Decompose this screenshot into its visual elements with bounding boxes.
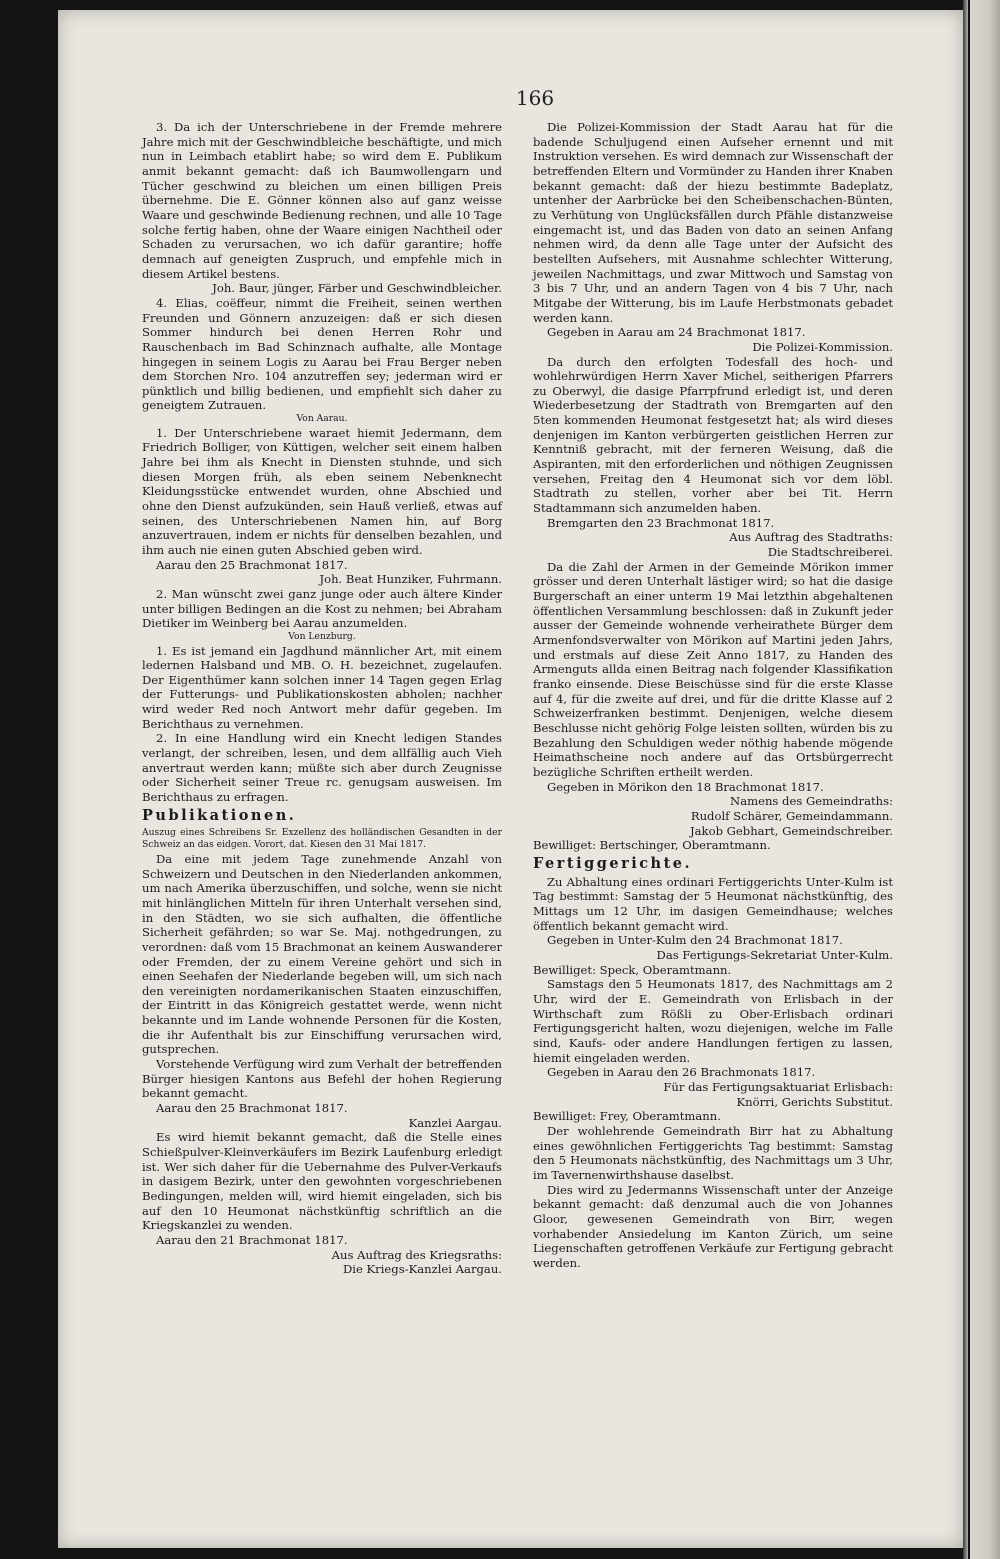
signature-line: Namens des Gemeindraths: <box>730 794 893 809</box>
notice-paragraph: Die Polizei-Kommission der Stadt Aarau hat für die badende Schuljugend einen Aufseher ernennt und mit Instruktion versehen. Es wird demnach zur Wissenschaft der betreffenden Eltern und Vormünder zu Handen ihrer Knaben bekannt gemacht: daß der hiezu bestimmte Badeplatz, untenher der Aarbrücke bei den Scheibenschachen-Bünten, zu Verhütung von Unglücksfällen durch Pfähle distanzweise eingemacht ist, und das Baden von dato an seinen Anfang nehmen wird, da denn alle Tage unter der Aufsicht des bestellten Aufsehers, mit Ausnahme schlechter Witterung, jeweilen Nachmittags, und zwar Mittwoch und Samstag von 3 bis 7 Uhr, und an andern Tagen von 4 bis 7 Uhr, nach Mitgabe der Witterung, bis im Laufe Herbstmonats gebadet werden kann. <box>533 120 893 325</box>
notice-paragraph: Zu Abhaltung eines ordinari Fertiggerichts Unter-Kulm ist Tag bestimmt: Samstag der 5 Heumonat nächstkünftig, des Mittags um 12 Uhr, im dasigen Gemeindhause; welches öffentlich bekannt gemacht wird. <box>533 874 893 933</box>
dateline: Aarau den 25 Brachmonat 1817. <box>156 557 348 572</box>
dateline: Aarau den 25 Brachmonat 1817. <box>156 1101 348 1116</box>
dateline: Gegeben in Aarau am 24 Brachmonat 1817. <box>547 325 806 340</box>
notice-paragraph: Vorstehende Verfügung wird zum Verhalt der betreffenden Bürger hiesigen Kantons aus Befehl der hohen Regierung bekannt gemacht. <box>142 1057 502 1101</box>
approval-line: Bewilliget: Speck, Oberamtmann. <box>533 962 732 977</box>
signature-line: Kanzlei Aargau. <box>408 1115 502 1130</box>
dateline: Gegeben in Unter-Kulm den 24 Brachmonat 1817. <box>547 933 843 948</box>
signature-line: Das Fertigungs-Sekretariat Unter-Kulm. <box>656 948 893 963</box>
signature-line: Aus Auftrag des Stadtraths: <box>729 530 893 545</box>
notice-paragraph: 1. Es ist jemand ein Jagdhund männlicher Art, mit einem ledernen Halsband und MB. O. H. bezeichnet, zugelaufen. Der Eigenthümer kann solchen inner 14 Tagen gegen Erlag der Futterungs- und Publikationskosten abholen; nachher wird weder Red noch Antwort mehr dafür gegeben. Im Berichthaus zu vernehmen. <box>142 643 502 731</box>
signature-line: Joh. Beat Hunziker, Fuhrmann. <box>319 572 502 587</box>
notice-paragraph: 1. Der Unterschriebene waraet hiemit Jedermann, dem Friedrich Bolliger, von Küttigen, welcher seit einem halben Jahre bei ihm als Knecht in Diensten stuhnde, und sich diesen Morgen früh, als eben seinem Nebenknecht Kleidungsstücke entwendet wurden, ohne Abschied und ohne den Dienst aufzukünden, sein Hauß verließ, etwas auf seinen, des Unterschriebenen Namen hin, auf Borg anzuvertrauen, indem er nichts für denselben bezahlen, und ihm auch nie einen guten Abschied geben wird. <box>142 425 502 557</box>
notice-paragraph: 2. Man wünscht zwei ganz junge oder auch ältere Kinder unter billigen Bedingen an die Kost zu nehmen; bei Abraham Dietiker im Weinberg bei Aarau anzumelden. <box>142 586 502 631</box>
notice-paragraph: Der wohlehrende Gemeindrath Birr hat zu Abhaltung eines gewöhnlichen Fertiggerichts Tag bestimmt: Samstag den 5 Heumonats nächstkünftig, des Nachmittags um 3 Uhr, im Tavernenwirthshause daselbst. <box>533 1123 893 1182</box>
notice-paragraph: Dies wird zu Jedermanns Wissenschaft unter der Anzeige bekannt gemacht: daß denzumal auch die von Johannes Gloor, gewesenen Gemeindrath von Birr, wegen vorhabender Ansiedelung im Kanton Zürich, um seine Liegenschaften getroffenen Verkäufe zur Fertigung gebracht werden. <box>533 1182 893 1270</box>
signature-line: Jakob Gebhart, Gemeindschreiber. <box>690 823 893 838</box>
notice-paragraph: Es wird hiemit bekannt gemacht, daß die Stelle eines Schießpulver-Kleinverkäufers im Bezirk Laufenburg erledigt ist. Wer sich daher für die Uebernahme des Pulver-Verkaufs in dasigem Bezirk, unter den gewohnten vorgeschriebenen Bedingungen, melden will, wird hiemit eingeladen, sich bis auf den 10 Heumonat nächstkünftig schriftlich an die Kriegskanzlei zu wenden. <box>142 1130 502 1233</box>
dateline: Gegeben in Mörikon den 18 Brachmonat 1817. <box>547 779 824 794</box>
signature-line: Joh. Baur, jünger, Färber und Geschwindbleicher. <box>212 281 502 296</box>
notice-paragraph: 4. Elias, coëffeur, nimmt die Freiheit, seinen werthen Freunden und Gönnern anzuzeigen: daß er sich diesen Sommer hindurch bei denen Herren Rohr und Rauschenbach im Bad Schinznach aufhalte, alle Montage hingegen in seinem Logis zu Aarau bei Frau Berger neben dem Storchen Nro. 104 anzutreffen sey; jederman wird er pünktlich und billig bedienen, und empfiehlt sich daher zu geneigtem Zutrauen. <box>142 295 502 413</box>
section-heading: Publikationen. <box>142 806 297 824</box>
notice-paragraph: Samstags den 5 Heumonats 1817, des Nachmittags am 2 Uhr, wird der E. Gemeindrath von Erlisbach in der Wirthschaft zum Rößli zu Ober-Erlisbach ordinari Fertigungsgericht halten, wozu diejenigen, welche im Falle sind, Kaufs- oder andere Handlungen fertigen zu lassen, hiemit eingeladen werden. <box>533 977 893 1065</box>
section-subheading: Von Aarau. <box>296 413 348 425</box>
notice-paragraph: Da die Zahl der Armen in der Gemeinde Mörikon immer grösser und deren Unterhalt lästiger wird; so hat die dasige Burgerschaft an einer unterm 19 Mai letzthin abgehaltenen öffentlichen Versammlung beschlossen: daß in Zukunft jeder ausser der Gemeinde wohnende verheirathete Bürger dem Armenfondsverwalter von Mörikon auf Martini jeden Jahrs, und erstmals auf diese Zeit Anno 1817, zu Handen des Armenguts allda einen Beitrag nach folgender Klassifikation franko einsende. Diese Beischüsse sind für die erste Klasse auf 4, für die zweite auf drei, und für die dritte Klasse auf 2 Schweizerfranken bestimmt. Denjenigen, welche diesem Beschlusse nicht gehörig Folge leisten sollten, würden bis zu Bezahlung den Schuldigen weder nöthig habende mögende Heimathscheine noch andere auf das Ortsbürgerrecht bezügliche Schriften ertheilt werden. <box>533 559 893 779</box>
signature-line: Rudolf Schärer, Gemeindammann. <box>690 808 893 823</box>
left-column <box>142 120 502 1277</box>
section-heading: Fertiggerichte. <box>533 854 693 872</box>
notice-paragraph: Da durch den erfolgten Todesfall des hoch- und wohlehrwürdigen Herrn Xaver Michel, seitherigen Pfarrers zu Oberwyl, die dasige Pfarrpfrund erledigt ist, und deren Wiederbesetzung der Stadtrath von Bremgarten auf den 5ten kommenden Heumonat festgesetzt hat; als wird dieses denjenigen im Kanton verbürgerten geistlichen Herren zur Kenntniß gebracht, mit der ferneren Weisung, daß die Aspiranten, mit den erforderlichen und nöthigen Zeugnissen versehen, Freitag den 4 Heumonat sich vor dem löbl. Stadtrath zu stellen, vorher aber bei Tit. Herrn Stadtammann sich anzumelden haben. <box>533 354 893 516</box>
dateline: Bremgarten den 23 Brachmonat 1817. <box>547 515 775 530</box>
signature-line: Für das Fertigungsaktuariat Erlisbach: <box>663 1080 893 1094</box>
signature-line: Die Polizei-Kommission. <box>752 339 893 354</box>
page-number: 166 <box>515 86 555 110</box>
right-column <box>533 120 893 1271</box>
signature-line: Aus Auftrag des Kriegsraths: <box>331 1247 502 1262</box>
notice-paragraph: 3. Da ich der Unterschriebene in der Fremde mehrere Jahre mich mit der Geschwindbleiche beschäftigte, und mich nun in Leimbach etablirt habe; so wird dem E. Publikum anmit bekannt gemacht: daß ich Baumwollengarn und Tücher geschwind zu bleichen um einen billigen Preis übernehme. Die E. Gönner können also auf ganz weisse Waare und geschwinde Bedienung rechnen, und alle 10 Tage solche fertig haben, ohne der Waare einigen Nachtheil oder Schaden zu verursachen, wo ich dafür garantire; hoffe demnach auf geneigten Zuspruch, und empfehle mich in diesem Artikel bestens. <box>142 120 502 281</box>
dateline: Aarau den 21 Brachmonat 1817. <box>156 1232 348 1247</box>
signature-line: Knörri, Gerichts Substitut. <box>736 1094 893 1109</box>
approval-line: Bewilliget: Bertschinger, Oberamtmann. <box>533 838 771 853</box>
signature-line: Die Kriegs-Kanzlei Aargau. <box>342 1262 502 1277</box>
notice-paragraph: 2. In eine Handlung wird ein Knecht ledigen Standes verlangt, der schreiben, lesen, und dem allfällig auch Vieh anvertraut werden kann; müßte sich aber durch Zeugnisse oder Sicherheit seiner Treue rc. genugsam ausweisen. Im Berichthaus zu erfragen. <box>142 731 502 805</box>
notice-paragraph: Da eine mit jedem Tage zunehmende Anzahl von Schweizern und Deutschen in den Niederlanden ankommen, um nach Amerika überzuschiffen, und solche, wenn sie nicht mit hinlänglichen Mitteln für ihren Unterhalt versehen sind, in den Städten, wo sie sich aufhalten, die öffentliche Sicherheit gefährden; so war Se. Maj. nothgedrungen, zu verordnen: daß vom 15 Brachmonat an keinem Auswanderer oder Fremden, der zu einem Vereine gehört und sich in einen Seehafen der Niederlande begeben will, um sich nach den vereinigten nordamerikanischen Staaten einzuschiffen, der Eintritt in das Königreich gestattet werde, wenn nicht bekannte und im Lande wohnende Personen für die Kosten, die ihr Aufenthalt bis zur Einschiffung verursachen wird, gutsprechen. <box>142 851 502 1057</box>
signature-line: Die Stadtschreiberei. <box>767 545 893 560</box>
section-subheading: Von Lenzburg. <box>288 630 356 642</box>
page-gutter-line <box>968 0 970 1559</box>
approval-line: Bewilliget: Frey, Oberamtmann. <box>533 1109 721 1124</box>
dateline: Gegeben in Aarau den 26 Brachmonats 1817. <box>547 1065 816 1080</box>
excerpt-caption: Auszug eines Schreibens Sr. Exzellenz des holländischen Gesandten in der Schweiz an das eidgen. Vorort, dat. Kiesen den 31 Mai 1817. <box>142 826 502 851</box>
